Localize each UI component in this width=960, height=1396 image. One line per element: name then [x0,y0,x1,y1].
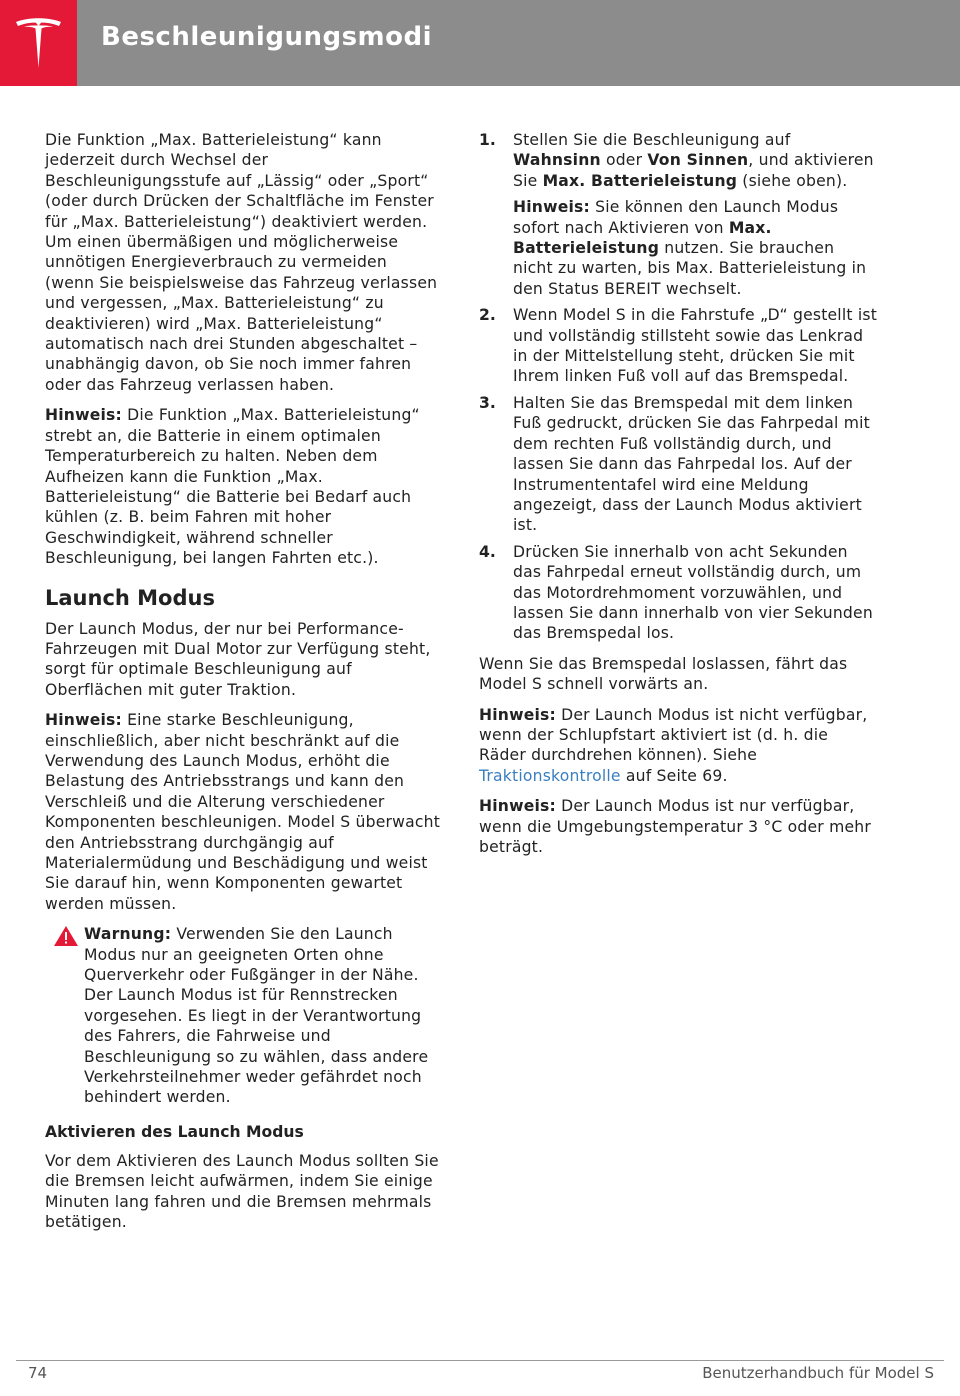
section-heading: Launch Modus [45,585,215,610]
note-label: Hinweis: [513,198,590,217]
list-item [479,305,879,387]
step-text-part: oder [600,151,648,170]
step-text: Wenn Model S in die Fahrstufe „D“ gestellt ist und vollständig stillsteht sowie das Lenkrad in der Mittelstellung steht, drücken Sie mit Ihrem linken Fuß voll auf das Bremspedal. [513,306,878,386]
note-text: Sie können den Launch Modus sofort nach Aktivieren von [513,198,839,237]
step-text-part: , und aktivieren Sie [513,151,874,190]
step-number: 2. [479,306,496,325]
warning-box [45,924,440,1108]
right-column [479,130,879,867]
note-label: Hinweis: [479,705,556,724]
step-text: Drücken Sie innerhalb von acht Sekunden das Fahrpedal erneut vollständig durch, um das Motordrehmoment vorzuwählen, und lassen Sie dann innerhalb von vier Sekunden das Bremspedal los. [513,542,873,643]
activate-intro-paragraph: Vor dem Aktivieren des Launch Modus sollten Sie die Bremsen leicht aufwärmen, indem Sie einige Minuten lang fahren und die Bremsen mehrmals betätigen. [45,1151,439,1232]
note-text: Die Funktion „Max. Batterieleistung“ strebt an, die Batterie in einem optimalen Temperaturbereich zu halten. Neben dem Aufheizen kann die Funktion „Max. Batterieleistung“ die Batterie bei Bedarf auch kühlen (z. B. beim Fahren mit hoher Geschwindigkeit, während schneller Beschleunigung, bei langen Fahrten etc.). [45,406,420,568]
traktionskontrolle-link[interactable]: Traktionskontrolle [479,766,621,785]
step-text [513,130,879,191]
warning-paragraph [84,924,440,1108]
after-paragraph: Wenn Sie das Bremspedal loslassen, fährt das Model S schnell vorwärts an. [479,654,848,694]
page-header [0,0,960,86]
list-item [479,393,879,536]
note-text: nutzen. Sie brauchen nicht zu warten, bis Max. Batterieleistung in den Status BEREIT wechselt. [513,239,867,298]
note-text: Der Launch Modus ist nicht verfügbar, wenn der Schlupfstart aktiviert ist (d. h. die Räder durchdrehen können). Siehe [479,705,868,765]
launch-intro-paragraph: Der Launch Modus, der nur bei Performance-Fahrzeugen mit Dual Motor zur Verfügung steht, sorgt für optimale Beschleunigung auf Oberflächen mit guter Traktion. [45,619,431,699]
step-emphasis: Von Sinnen [647,151,749,170]
note-paragraph [479,796,879,857]
list-item [479,542,879,644]
note-text: Der Launch Modus ist nur verfügbar, wenn die Umgebungstemperatur 3 °C oder mehr beträgt. [479,797,871,856]
page-number: 74 [28,1364,48,1382]
list-item [479,130,879,299]
footer-title: Benutzerhandbuch für Model S [702,1364,934,1382]
warning-icon [53,925,79,947]
left-column [45,130,440,1243]
step-text-part: (siehe oben). [737,171,848,190]
step-note [513,197,879,299]
step-number: 4. [479,542,496,561]
warning-text: Verwenden Sie den Launch Modus nur an geeigneten Orten ohne Querverkehr oder Fußgänger in der Nähe. Der Launch Modus ist für Rennstrecken vorgesehen. Es liegt in der Verantwortung des Fahrers, die Fahrweise und Beschleunigung so zu wählen, dass andere Verkehrsteilnehmer weder gefährdet noch behindert werden. [84,925,429,1107]
tesla-logo [0,0,77,86]
note-emphasis: Max. Batterieleistung [513,218,772,258]
note-label: Hinweis: [45,711,122,730]
subsection-heading: Aktivieren des Launch Modus [45,1122,304,1141]
note-text: auf Seite 69. [620,766,728,785]
step-text: Halten Sie das Bremspedal mit dem linken Fuß gedruckt, drücken Sie das Fahrpedal mit dem rechten Fuß vollständig durch, und lassen Sie dann das Fahrpedal los. Auf der Instrumententafel wird eine Meldung angezeigt, dass der Launch Modus aktiviert ist. [513,393,870,535]
note-paragraph [45,405,440,568]
step-text-part: Stellen Sie die Beschleunigung auf [513,131,791,149]
step-emphasis: Wahnsinn [513,151,601,170]
note-paragraph [45,710,440,914]
note-label: Hinweis: [479,797,556,816]
tesla-logo-icon [14,16,63,70]
intro-paragraph: Die Funktion „Max. Batterieleistung“ kann jederzeit durch Wechsel der Beschleunigungsstufe auf „Lässig“ oder „Sport“ (oder durch Drücken der Schaltfläche im Fenster für „Max. Batterieleistung“) deaktiviert werden. Um einen übermäßigen und möglicherweise unnötigen Energieverbrauch zu vermeiden (wenn Sie beispielsweise das Fahrzeug verlassen und vergessen, „Max. Batterieleistung“ zu deaktivieren) wird „Max. Batterieleistung“ automatisch nach drei Stunden abgeschaltet – unabhängig davon, ob Sie noch immer fahren oder das Fahrzeug verlassen haben. [45,131,438,394]
footer-divider [16,1360,944,1361]
note-paragraph [479,705,879,787]
step-number: 1. [479,131,496,149]
steps-list [479,130,879,644]
note-label: Hinweis: [45,406,122,425]
note-text: Eine starke Beschleunigung, einschließlich, aber nicht beschränkt auf die Verwendung des Launch Modus, erhöht die Belastung des Antriebsstrangs und kann den Verschleiß und die Alterung verschiedener Komponenten beschleunigen. Model S überwacht den Antriebsstrang durchgängig auf Materialermüdung und Beschädigung und weist Sie darauf hin, wenn Komponenten gewartet werden müssen. [45,711,441,913]
warning-label: Warnung: [84,925,172,944]
step-number: 3. [479,393,496,412]
step-emphasis: Max. Batterieleistung [542,171,738,190]
page-title: Beschleunigungsmodi [101,22,433,52]
